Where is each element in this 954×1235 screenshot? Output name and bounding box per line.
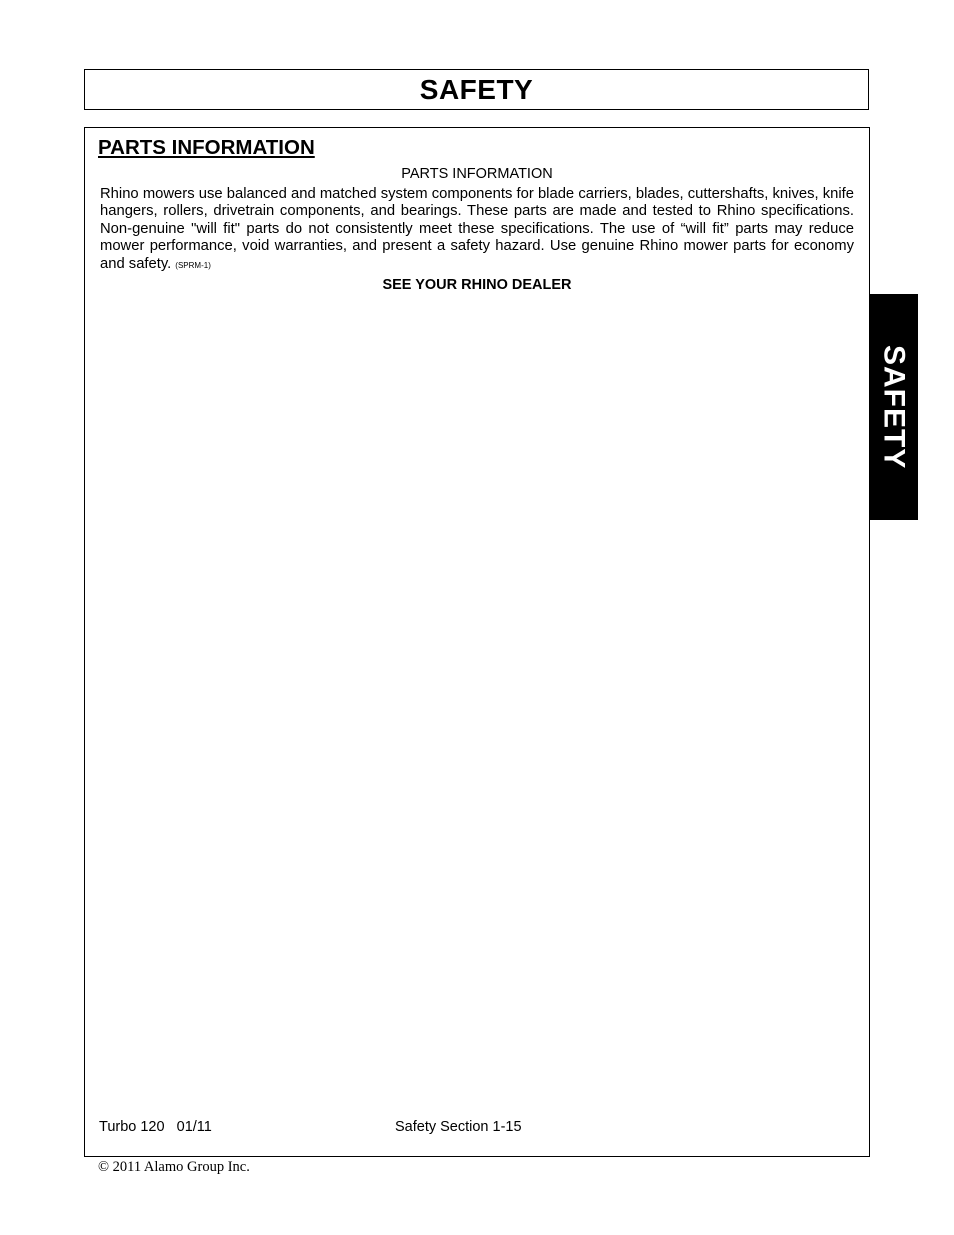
body-paragraph	[100, 186, 854, 274]
section-subheading: PARTS INFORMATION	[401, 166, 553, 182]
copyright-notice: © 2011 Alamo Group Inc.	[98, 1159, 250, 1175]
side-tab-label: SAFETY	[877, 344, 911, 470]
page-title: SAFETY	[419, 73, 534, 105]
section-heading: PARTS INFORMATION	[98, 136, 315, 159]
dealer-note: SEE YOUR RHINO DEALER	[382, 277, 572, 293]
footer-model-date: Turbo 120 01/11	[99, 1119, 212, 1135]
footer-page-number: Safety Section 1-15	[395, 1119, 522, 1135]
section-side-tab	[869, 294, 918, 520]
reference-code: (SPRM-1)	[175, 260, 211, 270]
content-frame	[84, 127, 870, 1157]
page-header	[84, 69, 869, 110]
body-text: Rhino mowers use balanced and matched system components for blade carriers, blades, cuttershafts, knives, knife hangers, rollers, drivetrain components, and bearings. These parts are made and tested to Rhino specifications. Non-genuine "will fit" parts do not consistently meet these specifications. The use of “will fit” parts may reduce mower performance, void warranties, and present a safety hazard. Use genuine Rhino mower parts for economy and safety.	[100, 186, 854, 272]
